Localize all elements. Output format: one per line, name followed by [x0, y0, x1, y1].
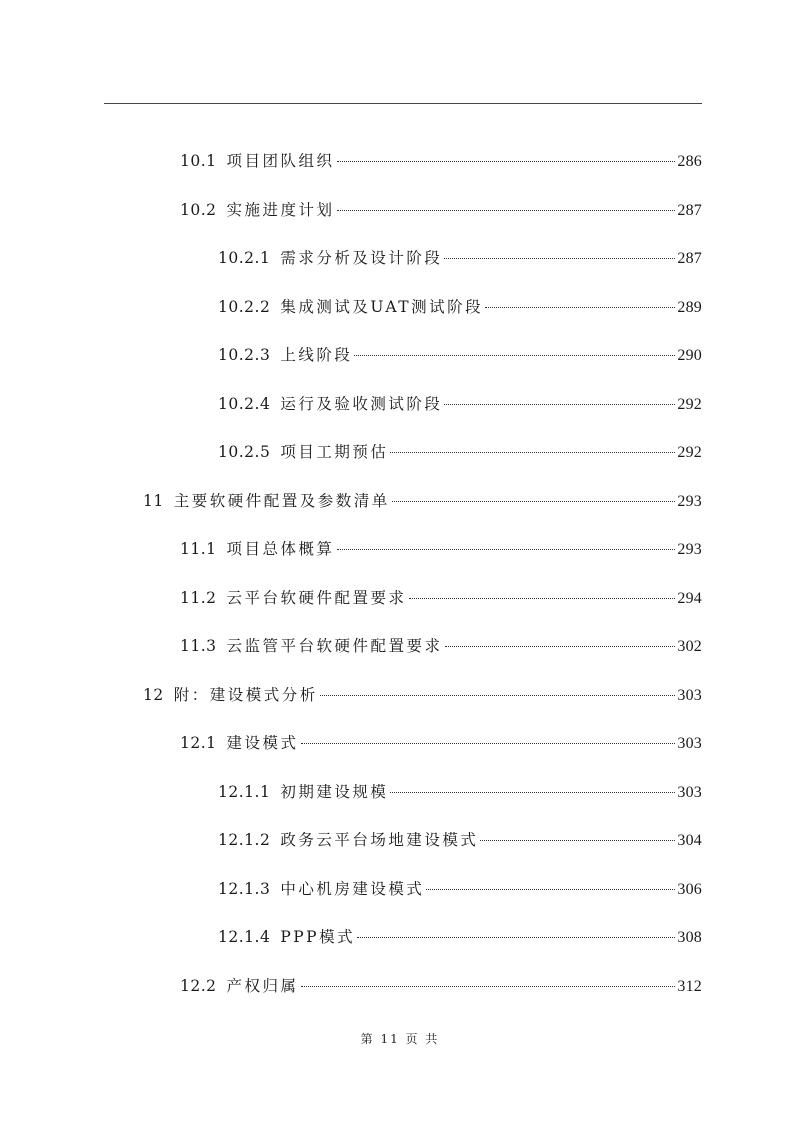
- toc-dot-leader: [357, 937, 675, 938]
- toc-entry-number: 11.3: [180, 637, 217, 655]
- toc-entry-page: 286: [677, 153, 702, 170]
- toc-dot-leader: [480, 840, 675, 841]
- toc-dot-leader: [444, 404, 675, 405]
- toc-entry-number: 11.1: [180, 540, 217, 558]
- toc-entry-page: 302: [677, 638, 702, 655]
- toc-entry-page: 293: [677, 493, 702, 510]
- toc-entry[interactable]: [218, 245, 702, 271]
- toc-entry-title: 项目总体概算: [226, 540, 335, 558]
- toc-entry-title: 主要软硬件配置及参数清单: [173, 492, 390, 510]
- toc-entry-page: 289: [677, 299, 702, 316]
- toc-entry-title: 附：建设模式分析: [173, 686, 318, 704]
- toc-dot-leader: [390, 452, 675, 453]
- toc-dot-leader: [445, 646, 676, 647]
- toc-entry-page: 287: [677, 250, 702, 267]
- toc-entry-number: 10.2.2: [218, 298, 271, 316]
- toc-entry-title: 集成测试及UAT测试阶段: [280, 298, 484, 316]
- toc-entry[interactable]: [180, 197, 702, 223]
- toc-entry[interactable]: [180, 973, 702, 999]
- toc-entry-number: 11: [143, 492, 164, 510]
- toc-entry-title: 云平台软硬件配置要求: [226, 589, 407, 607]
- toc-entry-page: 304: [677, 832, 702, 849]
- toc-dot-leader: [301, 986, 676, 987]
- toc-entry[interactable]: [180, 633, 702, 659]
- toc-entry[interactable]: [218, 294, 702, 320]
- toc-dot-leader: [301, 743, 676, 744]
- toc-entry-page: 303: [677, 784, 702, 801]
- toc-entry-number: 10.2.1: [218, 249, 271, 267]
- toc-entry-number: 10.1: [180, 152, 217, 170]
- toc-entry-page: 294: [677, 590, 702, 607]
- toc-entry-page: 308: [677, 929, 702, 946]
- toc-entry-page: 293: [677, 541, 702, 558]
- toc-entry-number: 11.2: [180, 589, 217, 607]
- toc-entry[interactable]: [143, 488, 702, 514]
- toc-entry-title: 上线阶段: [280, 346, 353, 364]
- toc-dot-leader: [354, 355, 675, 356]
- toc-entry[interactable]: [218, 439, 702, 465]
- toc-entry-number: 10.2.4: [218, 395, 271, 413]
- toc-entry-number: 12.2: [180, 977, 217, 995]
- toc-entry-title: 中心机房建设模式: [280, 880, 425, 898]
- toc-entry-title: 项目工期预估: [280, 443, 389, 461]
- toc-entry-number: 12.1.4: [218, 928, 271, 946]
- toc-entry-title: 产权归属: [226, 977, 299, 995]
- toc-dot-leader: [337, 161, 676, 162]
- toc-entry-number: 10.2.3: [218, 346, 271, 364]
- toc-entry-title: PPP模式: [280, 928, 356, 946]
- toc-entry-title: 实施进度计划: [226, 201, 335, 219]
- toc-entry[interactable]: [218, 391, 702, 417]
- toc-dot-leader: [392, 501, 676, 502]
- toc-entry-number: 10.2.5: [218, 443, 271, 461]
- toc-entry-page: 312: [677, 978, 702, 995]
- toc-entry-title: 政务云平台场地建设模式: [280, 831, 479, 849]
- toc-dot-leader: [426, 889, 675, 890]
- toc-dot-leader: [320, 695, 676, 696]
- toc-entry-page: 290: [677, 347, 702, 364]
- toc-entry[interactable]: [218, 827, 702, 853]
- toc-entry-number: 12.1.1: [218, 783, 271, 801]
- toc-entry[interactable]: [180, 585, 702, 611]
- toc-entry-number: 12: [143, 686, 164, 704]
- toc-entry[interactable]: [180, 148, 702, 174]
- toc-entry[interactable]: [218, 779, 702, 805]
- toc-dot-leader: [337, 549, 676, 550]
- toc-dot-leader: [444, 258, 675, 259]
- toc-entry[interactable]: [180, 536, 702, 562]
- toc-entry-title: 初期建设规模: [280, 783, 389, 801]
- toc-entry-number: 12.1.3: [218, 880, 271, 898]
- toc-entry-page: 303: [677, 687, 702, 704]
- toc-entry[interactable]: [143, 682, 702, 708]
- toc-entry-title: 运行及验收测试阶段: [280, 395, 443, 413]
- toc-entry-title: 建设模式: [226, 734, 299, 752]
- toc-entry-number: 12.1: [180, 734, 217, 752]
- toc-entry[interactable]: [218, 342, 702, 368]
- toc-entry[interactable]: [180, 730, 702, 756]
- toc-entry-page: 292: [677, 396, 702, 413]
- toc-dot-leader: [409, 598, 676, 599]
- toc-entry-number: 10.2: [180, 201, 217, 219]
- toc-entry-page: 292: [677, 444, 702, 461]
- toc-entry-page: 306: [677, 881, 702, 898]
- toc-entry[interactable]: [218, 876, 702, 902]
- toc-entry-page: 287: [677, 202, 702, 219]
- toc-entry[interactable]: [218, 924, 702, 950]
- page-footer: 第 11 页 共: [360, 1032, 440, 1046]
- toc-dot-leader: [485, 307, 675, 308]
- toc-entry-title: 需求分析及设计阶段: [280, 249, 443, 267]
- toc-entry-title: 云监管平台软硬件配置要求: [226, 637, 443, 655]
- toc-entry-number: 12.1.2: [218, 831, 271, 849]
- toc-entry-title: 项目团队组织: [226, 152, 335, 170]
- toc-dot-leader: [337, 210, 676, 211]
- toc-entry-page: 303: [677, 735, 702, 752]
- toc-dot-leader: [390, 792, 675, 793]
